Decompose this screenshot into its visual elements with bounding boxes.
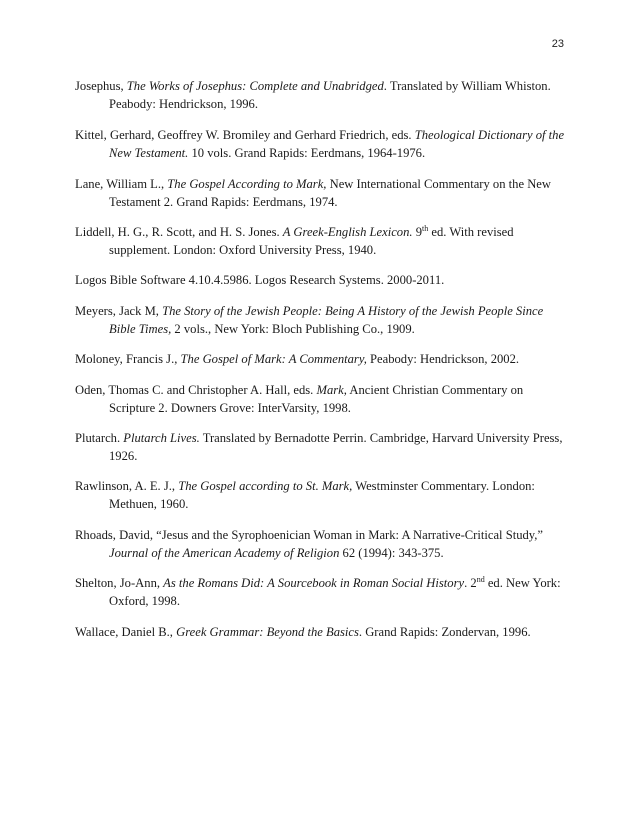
entry-title: The Works of Josephus: Complete and Unabridged (126, 79, 384, 93)
entry-edition: 9 (412, 225, 422, 239)
entry-publication: New International Commentary on the New Testament 2. Grand Rapids: Eerdmans, 1974. (109, 177, 551, 209)
entry-title: Plutarch Lives. (123, 431, 200, 445)
entry-publication: Translated by Bernadotte Perrin. Cambridge, Harvard University Press, 1926. (109, 431, 563, 463)
bibliography-list (75, 77, 567, 654)
entry-publication: . Grand Rapids: Zondervan, 1996. (358, 625, 531, 639)
entry-title: Journal of the American Academy of Religion (109, 546, 340, 560)
bibliography-entry-oden (75, 381, 567, 417)
entry-author: Wallace, Daniel B., (75, 625, 177, 639)
bibliography-entry-lane (75, 175, 567, 211)
edition-ordinal-suffix: nd (476, 575, 485, 584)
entry-author: Oden, Thomas C. and Christopher A. Hall, eds. (75, 383, 317, 397)
bibliography-entry-meyers (75, 302, 567, 338)
entry-publication: ed. With revised supplement. London: Oxford University Press, 1940. (109, 225, 514, 257)
edition-ordinal-suffix: th (422, 224, 429, 233)
bibliography-entry-logos (75, 271, 567, 289)
entry-author: Moloney, Francis J., (75, 352, 181, 366)
bibliography-entry-moloney (75, 350, 567, 368)
entry-edition: . 2 (464, 576, 477, 590)
entry-title: A Greek-English Lexicon. (282, 225, 413, 239)
entry-title: Greek Grammar: Beyond the Basics (176, 625, 359, 639)
entry-title: As the Romans Did: A Sourcebook in Roman Social History (163, 576, 465, 590)
bibliography-entry-rhoads (75, 526, 567, 562)
bibliography-entry-kittel (75, 126, 567, 162)
entry-author: Meyers, Jack M, (75, 304, 163, 318)
bibliography-entry-shelton (75, 574, 567, 610)
entry-publication: ed. New York: Oxford, 1998. (109, 576, 561, 608)
entry-text: Logos Bible Software 4.10.4.5986. Logos Research Systems. 2000-2011. (75, 273, 445, 287)
entry-author: Rhoads, David, “Jesus and the Syrophoenician Woman in Mark: A Narrative-Critical Study,” (75, 528, 544, 542)
entry-title: The Story of the Jewish People: Being A History of the Jewish People Since Bible Times, (109, 304, 544, 336)
entry-publication: Peabody: Hendrickson, 2002. (366, 352, 520, 366)
entry-publication: Ancient Christian Commentary on Scripture 2. Downers Grove: InterVarsity, 1998. (109, 383, 524, 415)
entry-author: Josephus, (75, 79, 127, 93)
entry-publication: 10 vols. Grand Rapids: Eerdmans, 1964-1976. (188, 146, 426, 160)
entry-title: The Gospel According to Mark, (167, 177, 327, 191)
bibliography-entry-rawlinson (75, 477, 567, 513)
entry-author: Rawlinson, A. E. J., (75, 479, 179, 493)
entry-author: Lane, William L., (75, 177, 168, 191)
entry-publication: . Translated by William Whiston. Peabody: Hendrickson, 1996. (109, 79, 551, 111)
entry-author: Kittel, Gerhard, Geoffrey W. Bromiley and Gerhard Friedrich, eds. (75, 128, 415, 142)
bibliography-entry-plutarch (75, 429, 567, 465)
page-number: 23 (551, 38, 564, 50)
entry-publication: 62 (1994): 343-375. (339, 546, 444, 560)
entry-publication: 2 vols., New York: Bloch Publishing Co., 1909. (171, 322, 415, 336)
bibliography-entry-wallace (75, 623, 567, 641)
entry-title: Theological Dictionary of the New Testament. (109, 128, 565, 160)
entry-author: Liddell, H. G., R. Scott, and H. S. Jones. (75, 225, 283, 239)
bibliography-entry-josephus (75, 77, 567, 113)
entry-author: Shelton, Jo-Ann, (75, 576, 164, 590)
entry-author: Plutarch. (75, 431, 124, 445)
entry-title: The Gospel according to St. Mark, (178, 479, 353, 493)
entry-title: The Gospel of Mark: A Commentary, (180, 352, 367, 366)
entry-publication: Westminster Commentary. London: Methuen, 1960. (109, 479, 535, 511)
bibliography-entry-liddell (75, 223, 567, 259)
entry-title: Mark, (316, 383, 347, 397)
